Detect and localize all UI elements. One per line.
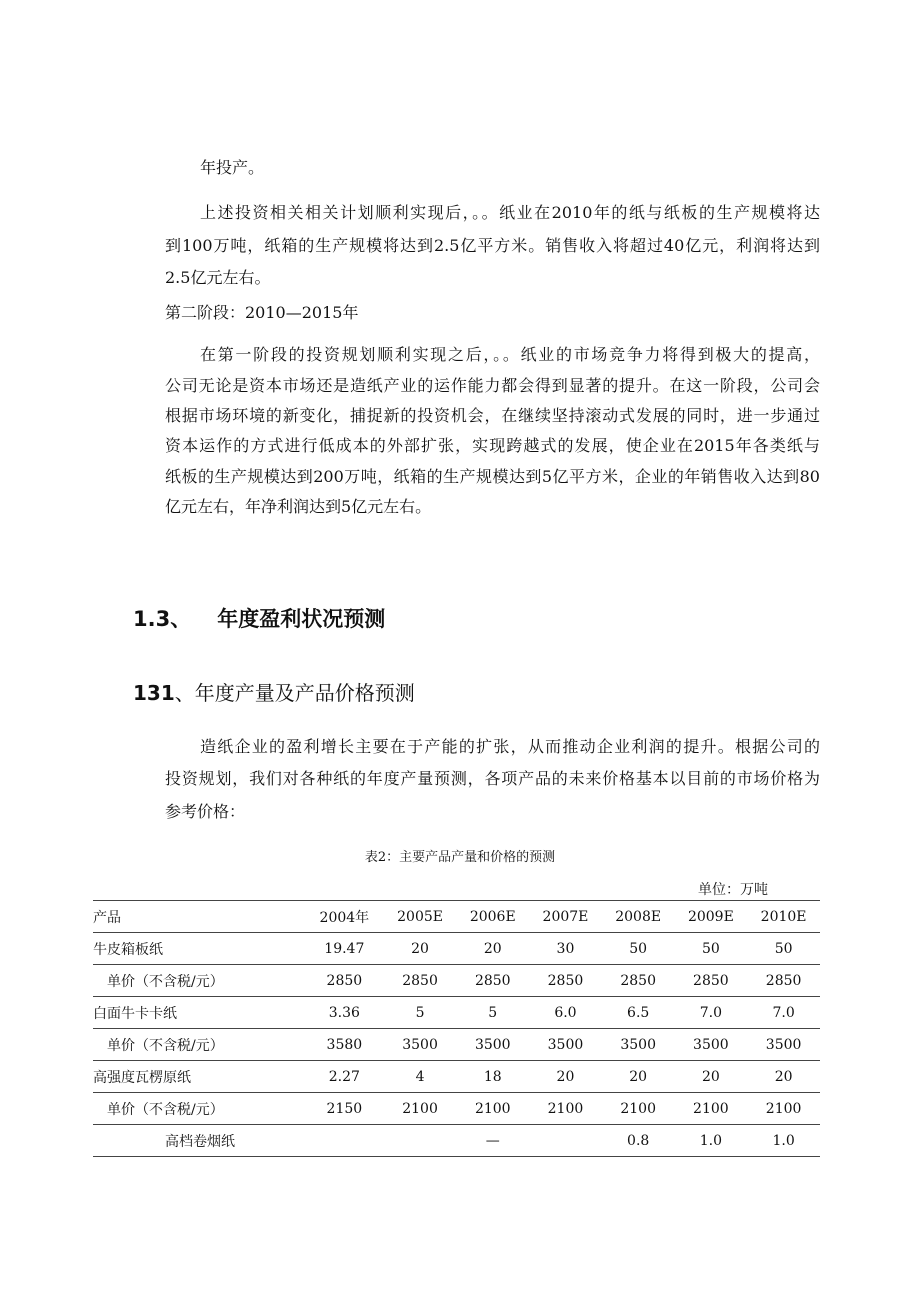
table-cell: 2007E	[529, 901, 602, 933]
row-label: 单价（不含税/元）	[93, 1029, 305, 1061]
table-cell: 2010E	[747, 901, 820, 933]
table-cell: 2850	[456, 965, 529, 997]
table-cell: 2100	[384, 1093, 457, 1125]
paragraph-line: 2.5亿元左右。	[165, 268, 271, 287]
table-cell: 5	[384, 997, 457, 1029]
row-label: 白面牛卡卡纸	[93, 997, 305, 1029]
table-cell: 5	[456, 997, 529, 1029]
table-cell: 3580	[305, 1029, 384, 1061]
table-cell: 30	[529, 933, 602, 965]
table-cell: 2004年	[305, 901, 384, 933]
paragraph-line: 公司无论是资本市场还是造纸产业的运作能力都会得到显著的提升。在这一阶段，公司会	[165, 376, 820, 395]
table-row	[93, 1093, 820, 1125]
forecast-table	[93, 900, 820, 1157]
table-cell: 1.0	[675, 1125, 748, 1157]
table-row	[93, 965, 820, 997]
table-cell: 50	[675, 933, 748, 965]
table-cell: 6.5	[602, 997, 675, 1029]
table-cell: 3500	[675, 1029, 748, 1061]
row-label: 单价（不含税/元）	[93, 1093, 305, 1125]
table-cell: 2100	[747, 1093, 820, 1125]
table-cell: 3500	[384, 1029, 457, 1061]
table-cell: 2100	[675, 1093, 748, 1125]
table-cell: 2850	[305, 965, 384, 997]
table-cell: 20	[529, 1061, 602, 1093]
table-cell: 7.0	[675, 997, 748, 1029]
row-label: 牛皮箱板纸	[93, 933, 305, 965]
table-cell: 0.8	[602, 1125, 675, 1157]
table-row	[93, 1125, 820, 1157]
table-cell	[384, 1125, 457, 1157]
row-label: 产品	[93, 901, 305, 933]
table-cell: 3500	[602, 1029, 675, 1061]
table-cell: 20	[384, 933, 457, 965]
subsection-title: 、年度产量及产品价格预测	[174, 681, 415, 705]
paragraph-line: 造纸企业的盈利增长主要在于产能的扩张，从而推动企业利润的提升。根据公司的	[200, 737, 820, 756]
paragraph-line: 参考价格：	[165, 802, 246, 821]
table-cell: 2009E	[675, 901, 748, 933]
table-cell: 19.47	[305, 933, 384, 965]
paragraph-line: 投资规划，我们对各种纸的年度产量预测，各项产品的未来价格基本以目前的市场价格为	[165, 769, 820, 788]
table-caption: 表2：主要产品产量和价格的预测	[364, 850, 556, 865]
table-cell: 6.0	[529, 997, 602, 1029]
paragraph-line: 亿元左右，年净利润达到5亿元左右。	[165, 497, 432, 516]
section-number: 1.3、	[133, 607, 192, 631]
table-cell	[529, 1125, 602, 1157]
table-cell: 2850	[384, 965, 457, 997]
subsection-number: 131	[133, 681, 175, 705]
section-title: 年度盈利状况预测	[217, 607, 386, 631]
table-cell: 3500	[456, 1029, 529, 1061]
table-cell: 2.27	[305, 1061, 384, 1093]
table-row	[93, 997, 820, 1029]
table-cell: 2100	[529, 1093, 602, 1125]
table-cell: 50	[602, 933, 675, 965]
table-cell: 20	[747, 1061, 820, 1093]
table-row	[93, 1029, 820, 1061]
paragraph-line: 在第一阶段的投资规划顺利实现之后，。。纸业的市场竞争力将得到极大的提高，	[200, 345, 820, 364]
table-cell: 2850	[675, 965, 748, 997]
table-cell: —	[456, 1125, 529, 1157]
table-cell: 2100	[456, 1093, 529, 1125]
subsection-heading	[133, 677, 415, 706]
table-cell: 2850	[602, 965, 675, 997]
table-unit: 单位：万吨	[698, 882, 768, 898]
table-cell: 3500	[529, 1029, 602, 1061]
table-cell: 2005E	[384, 901, 457, 933]
table-cell: 2850	[529, 965, 602, 997]
row-label: 高档卷烟纸	[93, 1125, 305, 1157]
paragraph-line: 年投产。	[200, 158, 265, 177]
table-cell: 3.36	[305, 997, 384, 1029]
row-label: 单价（不含税/元）	[93, 965, 305, 997]
table-header-row	[93, 901, 820, 933]
table-cell: 1.0	[747, 1125, 820, 1157]
table-cell: 2006E	[456, 901, 529, 933]
table-cell: 50	[747, 933, 820, 965]
stage-label: 第二阶段：2010—2015年	[165, 303, 359, 322]
table-cell: 2850	[747, 965, 820, 997]
table-cell: 20	[675, 1061, 748, 1093]
table-cell: 4	[384, 1061, 457, 1093]
paragraph-line: 上述投资相关相关计划顺利实现后，。。纸业在2010年的纸与纸板的生产规模将达	[200, 203, 820, 222]
table-cell: 2100	[602, 1093, 675, 1125]
table-cell: 18	[456, 1061, 529, 1093]
table-cell: 20	[456, 933, 529, 965]
table-cell: 7.0	[747, 997, 820, 1029]
table-cell: 2008E	[602, 901, 675, 933]
paragraph-line: 纸板的生产规模达到200万吨，纸箱的生产规模达到5亿平方米，企业的年销售收入达到80	[165, 467, 820, 486]
table-cell: 3500	[747, 1029, 820, 1061]
paragraph-line: 到100万吨，纸箱的生产规模将达到2.5亿平方米。销售收入将超过40亿元，利润将达到	[165, 236, 820, 255]
table-cell: 20	[602, 1061, 675, 1093]
table-row	[93, 933, 820, 965]
paragraph-line: 资本运作的方式进行低成本的外部扩张，实现跨越式的发展，使企业在2015年各类纸与	[165, 436, 820, 455]
row-label: 高强度瓦楞原纸	[93, 1061, 305, 1093]
table-cell: 2150	[305, 1093, 384, 1125]
table-cell	[305, 1125, 384, 1157]
table-row	[93, 1061, 820, 1093]
section-heading	[133, 603, 385, 633]
paragraph-line: 根据市场环境的新变化，捕捉新的投资机会，在继续坚持滚动式发展的同时，进一步通过	[165, 406, 820, 425]
